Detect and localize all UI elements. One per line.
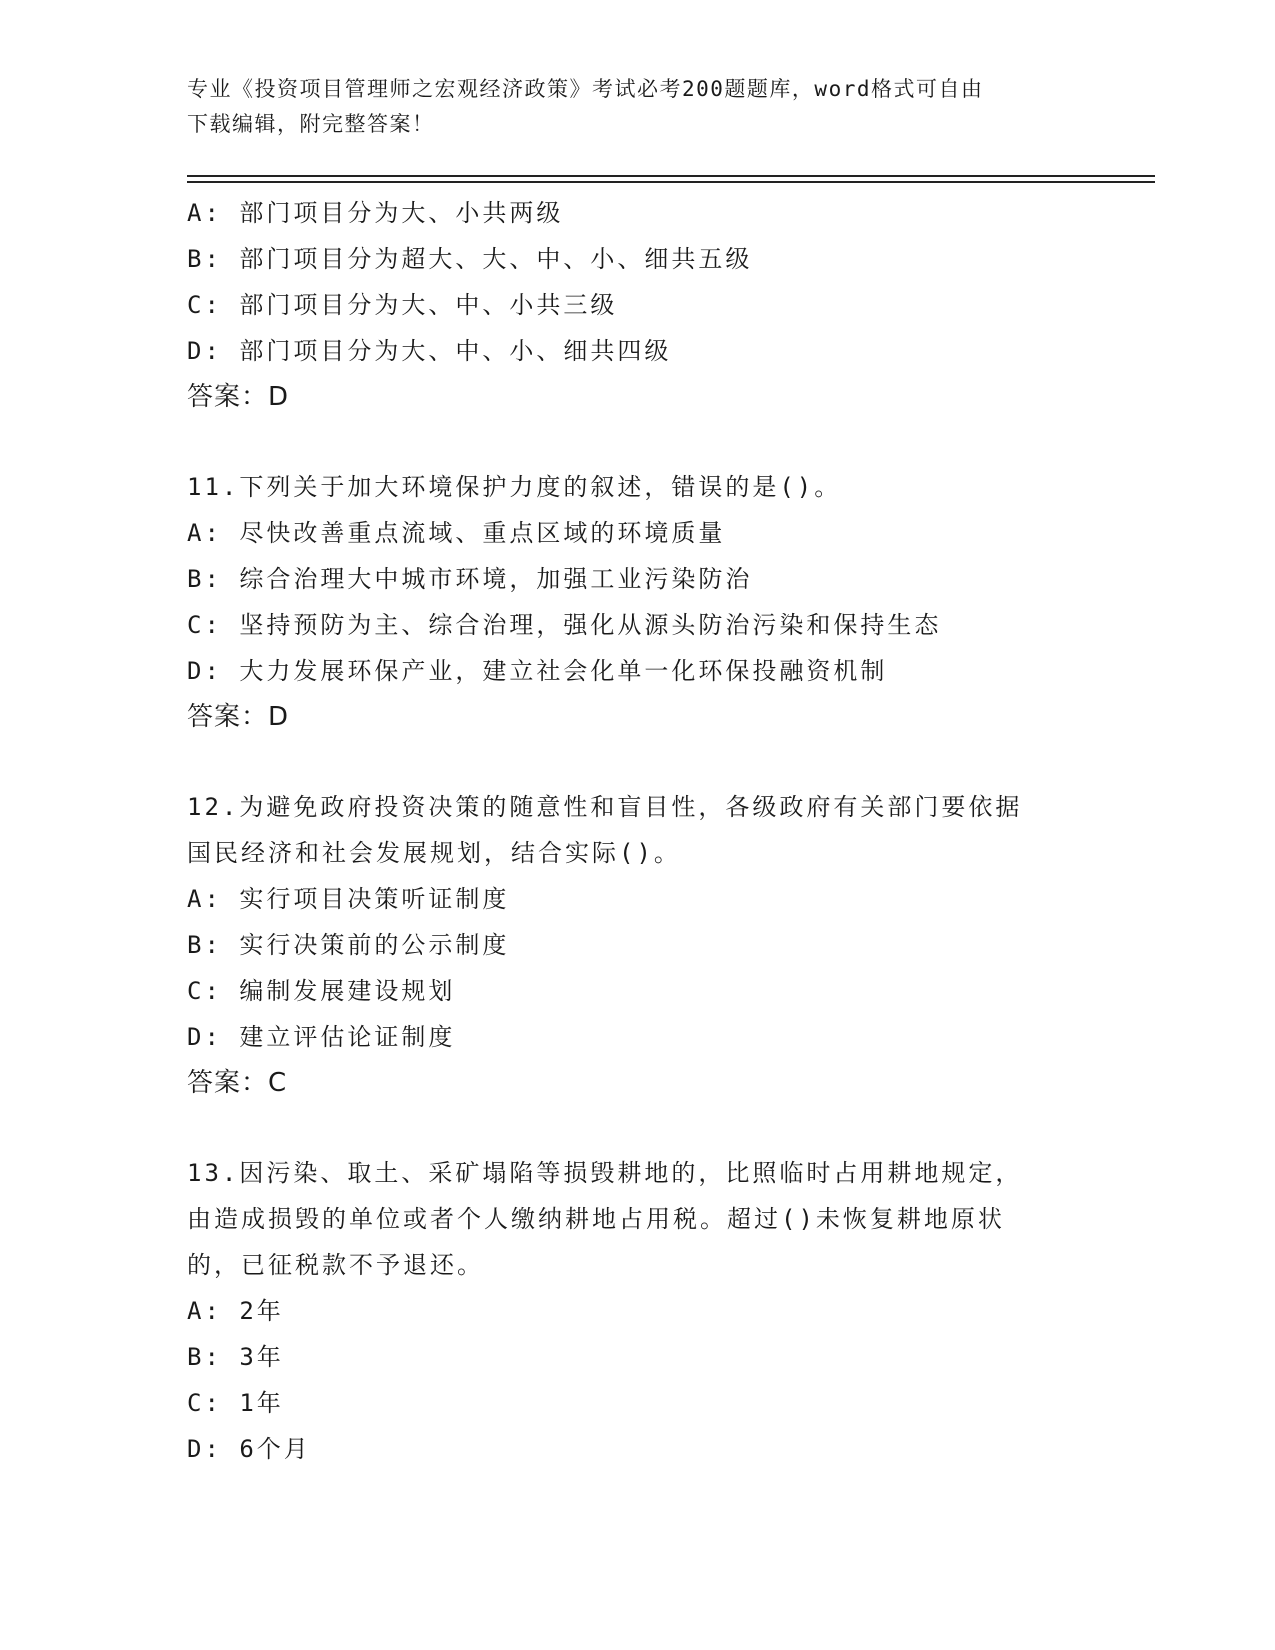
document-header [187, 72, 1067, 142]
option-b: B: 3年 [187, 1343, 284, 1371]
option-a: A: 实行项目决策听证制度 [187, 885, 510, 913]
answer-label: 答案：C [187, 1068, 288, 1098]
option-b: B: 部门项目分为超大、大、中、小、细共五级 [187, 245, 753, 273]
option-c: C: 坚持预防为主、综合治理，强化从源头防治污染和保持生态 [187, 611, 942, 639]
question-12 [187, 784, 1067, 1106]
question-text-line-2: 国民经济和社会发展规划，结合实际()。 [187, 839, 681, 867]
option-d: D: 6个月 [187, 1435, 311, 1463]
answer-label: 答案：D [187, 702, 290, 732]
question-13 [187, 1150, 1067, 1472]
header-divider-bottom [187, 181, 1155, 183]
question-text-line-3: 的，已征税款不予退还。 [187, 1251, 484, 1279]
question-text-line-2: 由造成损毁的单位或者个人缴纳耕地占用税。超过()未恢复耕地原状 [187, 1205, 1005, 1233]
question-text-line-1: 12.为避免政府投资决策的随意性和盲目性，各级政府有关部门要依据 [187, 793, 1023, 821]
question-10 [187, 190, 1067, 420]
question-list [187, 190, 1067, 1472]
option-b: B: 实行决策前的公示制度 [187, 931, 510, 959]
option-c: C: 1年 [187, 1389, 284, 1417]
header-divider-top [187, 175, 1155, 177]
option-a: A: 尽快改善重点流域、重点区域的环境质量 [187, 519, 726, 547]
option-c: C: 编制发展建设规划 [187, 977, 456, 1005]
header-line-1: 专业《投资项目管理师之宏观经济政策》考试必考200题题库，word格式可自由 [187, 77, 984, 101]
option-a: A: 部门项目分为大、小共两级 [187, 199, 564, 227]
option-d: D: 部门项目分为大、中、小、细共四级 [187, 337, 672, 365]
option-d: D: 建立评估论证制度 [187, 1023, 456, 1051]
question-text: 11.下列关于加大环境保护力度的叙述，错误的是()。 [187, 473, 842, 501]
question-11 [187, 464, 1067, 740]
option-b: B: 综合治理大中城市环境，加强工业污染防治 [187, 565, 753, 593]
option-d: D: 大力发展环保产业，建立社会化单一化环保投融资机制 [187, 657, 888, 685]
option-a: A: 2年 [187, 1297, 284, 1325]
option-c: C: 部门项目分为大、中、小共三级 [187, 291, 618, 319]
answer-label: 答案：D [187, 382, 290, 412]
question-text-line-1: 13.因污染、取土、采矿塌陷等损毁耕地的，比照临时占用耕地规定， [187, 1159, 1023, 1187]
header-line-2: 下载编辑，附完整答案！ [187, 112, 435, 136]
